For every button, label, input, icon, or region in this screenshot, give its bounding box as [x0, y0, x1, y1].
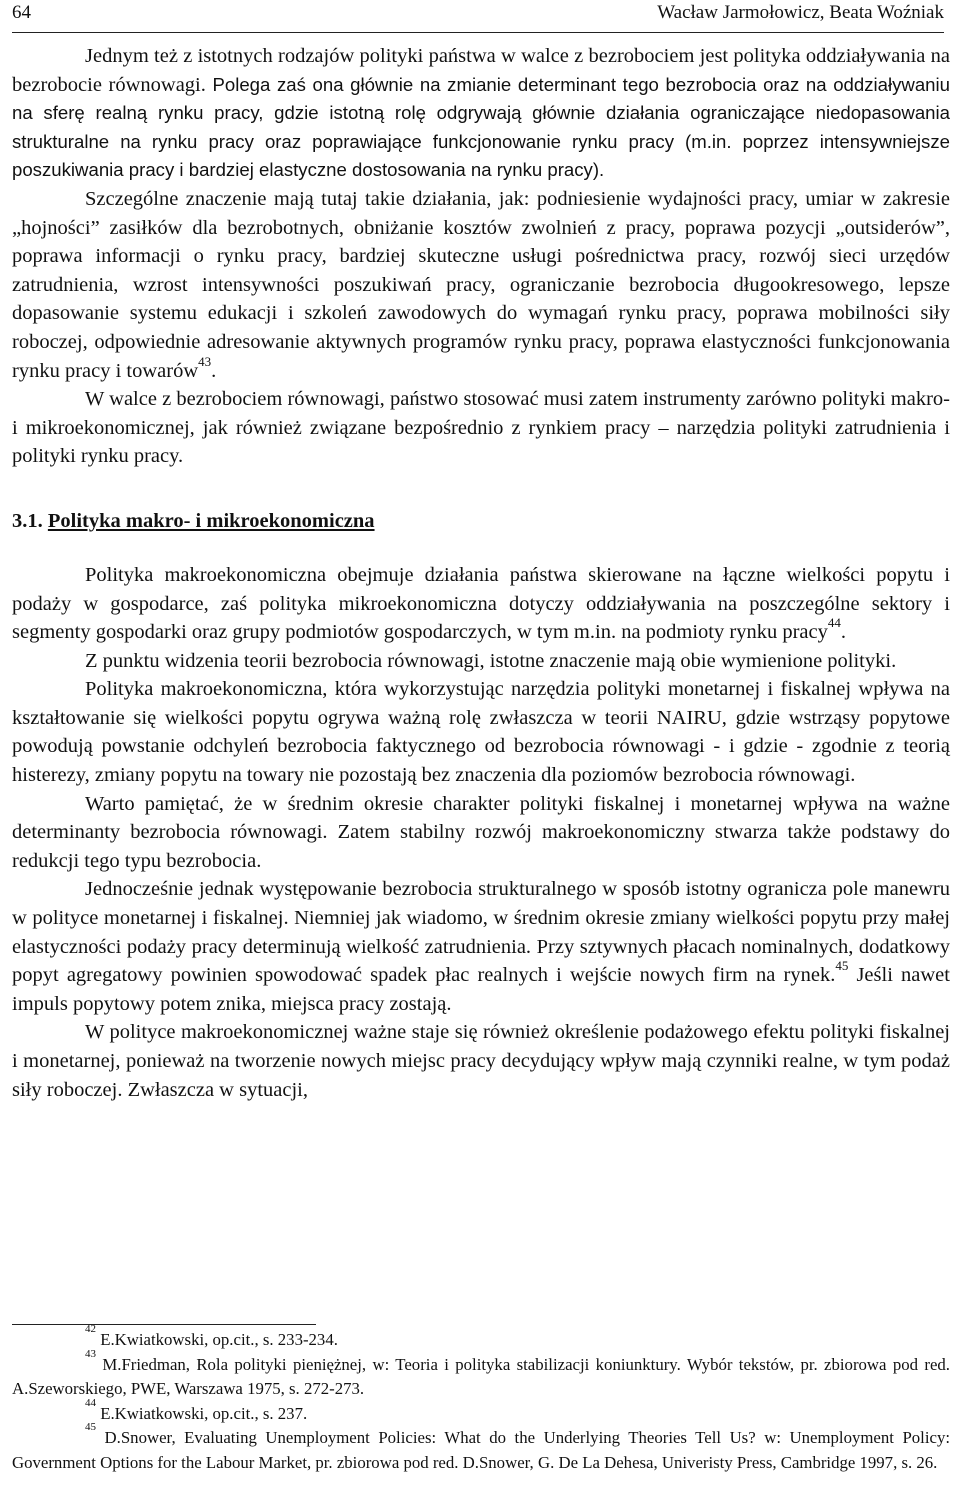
- footnote-text: E.Kwiatkowski, op.cit., s. 233-234.: [96, 1330, 338, 1349]
- section-heading: [12, 507, 950, 535]
- paragraph-text: Warto pamiętać, że w średnim okresie charakter polityki fiskalnej i monetarnej wpływa na ważne determinanty bezrobocia równowagi. Zatem stabilny rozwój makroekonomiczny stwarza także podstawy do redukcji tego typu bezrobocia.: [12, 792, 950, 872]
- footnote-ref[interactable]: 45: [835, 958, 849, 974]
- footnote-ref[interactable]: 44: [827, 615, 841, 631]
- paragraph: [12, 647, 950, 676]
- paragraph: [12, 561, 950, 647]
- paragraph: [12, 1018, 950, 1104]
- paragraph-text: Z punktu widzenia teorii bezrobocia równowagi, istotne znaczenie mają obie wymienione polityki.: [85, 649, 897, 672]
- paragraph-text: Polityka makroekonomiczna obejmuje działania państwa skierowane na łączne wielkości popytu i podaży w gospodarce, zaś polityka mikroekonomiczna dotyczy oddziaływania na poszczególne sektory i segmenty gospodarki oraz grupy podmiotów gospodarczych, w tym m.in. na podmioty rynku pracy: [12, 563, 950, 644]
- paragraph-text: .: [840, 621, 846, 644]
- paragraph-text: Jednym też z istotnych rodzajów polityki państwa w walce z bezrobociem jest polityka oddziaływania na bezrobocie równowagi.: [12, 45, 950, 96]
- paragraph-text: Szczególne znaczenie mają tutaj takie działania, jak: podniesienie wydajności pracy, umiar w zakresie „hojności” zasiłków dla bezrobotnych, obniżanie kosztów zwolnień z pracy, poprawa pozycji „outsiderów”, poprawa informacji o rynku pracy, bardziej skuteczne usługi pośrednictwa pracy, rozwój sieci urzędów zatrudnienia, wzrost intensywności poszukiwań pracy, ograniczanie bezrobocia długookresowego, lepsze dopasowanie systemu edukacji i szkoleń zawodowych do wymagań rynku pracy, poprawa mobilności siły roboczej, odpowiednie adresowanie aktywnych programów rynku pracy, poprawa elastyczności funkcjonowania rynku pracy i towarów: [12, 187, 950, 382]
- paragraph-text: W walce z bezrobociem równowagi, państwo stosować musi zatem instrumenty zarówno polityki makro- i mikroekonomicznej, jak również związane bezpośrednio z rynkiem pracy – narzędzia polityki zatrudnienia i polityki rynku pracy.: [12, 388, 950, 468]
- paragraph-text: Jednocześnie jednak występowanie bezrobocia strukturalnego w sposób istotny ogranicza pole manewru w polityce monetarnej i fiskalnej. Niemniej jak wiadomo, w średnim okresie zmiany wielkości popytu przy małej elastyczności podaży pracy determinują wielkość zatrudnienia. Przy sztywnych płacach nominalnych, dodatkowy popyt agregatowy powinien spowodować spadek płac realnych i wejście nowych firm na rynek.: [12, 878, 950, 987]
- section-number: 3.1.: [12, 509, 43, 532]
- footnote-text: M.Friedman, Rola polityki pieniężnej, w: Teoria i polityka stabilizacji koniunktury. Wybór tekstów, pr. zbiorowa pod red. A.Szeworskiego, PWE, Warszawa 1975, s. 272-273.: [12, 1354, 950, 1398]
- footnote-ref[interactable]: 43: [198, 353, 212, 369]
- footnote-number: 45: [85, 1421, 96, 1434]
- paragraph: [12, 185, 950, 385]
- footnote-number: 44: [85, 1396, 96, 1409]
- section-title: Polityka makro- i mikroekonomiczna: [47, 509, 375, 532]
- paragraph: [12, 42, 950, 185]
- paragraph: [12, 385, 950, 471]
- paragraph-text: W polityce makroekonomicznej ważne staje się również określenie podażowego efektu polityki fiskalnej i monetarnej, ponieważ na tworzenie nowych miejsc pracy decydujący wpływ mają czynniki realne, w tym podaż siły roboczej. Zwłaszcza w sytuacji,: [12, 1021, 950, 1101]
- paragraph-text: Polityka makroekonomiczna, która wykorzystując narzędzia polityki monetarnej i fiskalnej wpływa na kształtowanie się wielkości popytu ogrywa ważną rolę zwłaszcza w teorii NAIRU, gdzie wstrząsy popytowe powodują powstanie odchyleń bezrobocia faktycznego od bezrobocia równowagi - i gdzie - zgodnie z teorią histerezy, zmiany popytu na towary nie pozostają bez znaczenia dla poziomów bezrobocia równowagi.: [12, 678, 950, 787]
- paragraph: [12, 790, 950, 876]
- page-number: 64: [12, 2, 31, 23]
- paragraph: [12, 875, 950, 1018]
- footnote-separator: [12, 1324, 316, 1325]
- footnote-number: 42: [85, 1323, 96, 1336]
- footnote-text: E.Kwiatkowski, op.cit., s. 237.: [96, 1403, 308, 1423]
- paragraph-text: .: [211, 359, 217, 382]
- footnote-number: 43: [85, 1347, 96, 1360]
- running-title: Wacław Jarmołowicz, Beata Woźniak: [657, 2, 944, 23]
- footnote: [12, 1421, 950, 1475]
- paragraph-text: Jeśli nawet impuls popytowy potem znika, miejsca pracy zostają.: [12, 964, 950, 1015]
- footnote-text: D.Snower, Evaluating Unemployment Policies: What do the Underlying Theories Tell Us? w: Unemployment Policy: Government Options for the Labour Market, pr. zbiorowa pod red. D.Snower, G. De La Dehesa, Univeristy Press, Cambridge 1997, s. 26.: [12, 1428, 950, 1472]
- paragraph: [12, 675, 950, 789]
- footnote: [12, 1347, 950, 1402]
- footnote: [12, 1323, 950, 1353]
- page-header: [12, 2, 944, 33]
- footnote: [12, 1396, 950, 1427]
- paragraph-text: Polega zaś ona głównie na zmianie determinant tego bezrobocia oraz na oddziaływaniu na sferę realną rynku pracy, gdzie istotną rolę odgrywają głównie działania ograniczające niedopasowania strukturalne na rynku pracy oraz poprawiające funkcjonowanie rynku pracy (m.in. poprzez intensywniejsze poszukiwania pracy i bardziej elastyczne dostosowania na rynku pracy).: [12, 73, 950, 181]
- main-text: [12, 42, 950, 1104]
- footnotes: [12, 1323, 950, 1475]
